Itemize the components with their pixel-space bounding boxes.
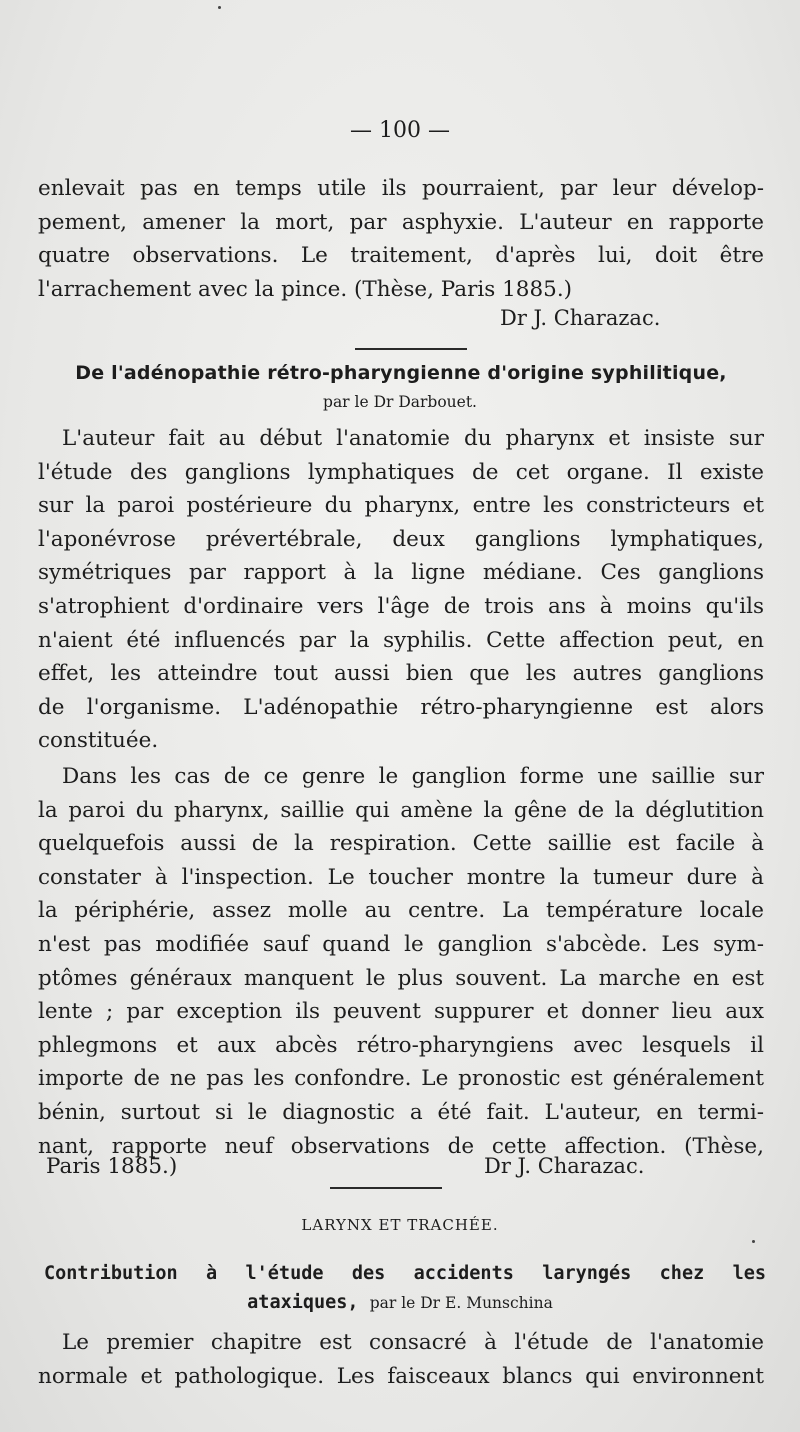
text-line: bénin, surtout si le diagnostic a été fait. L'auteur, en termi-	[38, 1099, 764, 1125]
article-title-continued	[0, 1292, 800, 1313]
article2-paragraph-2	[38, 760, 764, 1163]
article-title-line2: ataxiques,	[247, 1292, 359, 1313]
section-title: LARYNX ET TRACHÉE.	[301, 1216, 499, 1234]
text-line: Le premier chapitre est consacré à l'étude de l'anatomie	[62, 1330, 764, 1355]
article3-text	[38, 1326, 764, 1393]
text-line: effet, les atteindre tout aussi bien que les autres ganglions	[38, 661, 764, 687]
text-line: sur la paroi postérieure du pharynx, entre les constricteurs et	[38, 493, 764, 519]
text-line: symétriques par rapport à la ligne médiane. Ces ganglions	[38, 560, 764, 586]
text-line: n'est pas modifiée sauf quand le ganglion s'abcède. Les sym-	[38, 931, 764, 957]
text-line: quatre observations. Le traitement, d'après lui, doit être	[38, 243, 764, 269]
text-line: L'auteur fait au début l'anatomie du pharynx et insiste sur	[62, 426, 764, 451]
text-line: ptômes généraux manquent le plus souvent. La marche en est	[38, 965, 764, 991]
text-line: de l'organisme. L'adénopathie rétro-pharyngienne est alors	[38, 694, 764, 720]
text-line: Paris 1885.)	[46, 1154, 178, 1179]
text-line: l'étude des ganglions lymphatiques de cet organe. Il existe	[38, 459, 764, 485]
article-byline: par le Dr E. Munschina	[369, 1294, 553, 1312]
text-line: constituée.	[38, 728, 159, 754]
speck	[218, 6, 221, 9]
text-line: la périphérie, assez molle au centre. La température locale	[38, 898, 764, 924]
page-number: — 100 —	[350, 118, 450, 143]
text-line: importe de ne pas les confondre. Le pronostic est généralement	[38, 1066, 764, 1092]
speck	[752, 1240, 755, 1243]
signature: Dr J. Charazac.	[500, 306, 661, 330]
text-line: nant, rapporte neuf observations de cette affection. (Thèse,	[38, 1133, 764, 1159]
text-line: quelquefois aussi de la respiration. Cette saillie est facile à	[38, 831, 764, 857]
signature: Dr J. Charazac.	[484, 1154, 645, 1178]
article-title: Contribution à l'étude des accidents laryngés chez les	[44, 1263, 766, 1284]
text-line: enlevait pas en temps utile ils pourraient, par leur dévelop-	[38, 176, 764, 201]
text-line: lente ; par exception ils peuvent suppurer et donner lieu aux	[38, 999, 764, 1025]
text-line: n'aient été influencés par la syphilis. Cette affection peut, en	[38, 627, 764, 653]
text-line: l'arrachement avec la pince. (Thèse, Paris 1885.)	[38, 276, 573, 302]
article-byline: par le Dr Darbouet.	[323, 393, 477, 411]
article1-text	[38, 172, 764, 306]
text-line: l'aponévrose prévertébrale, deux ganglions lymphatiques,	[38, 526, 764, 552]
article2-paragraph-1	[38, 422, 764, 758]
separator-rule	[355, 348, 467, 350]
article-title: De l'adénopathie rétro-pharyngienne d'origine syphilitique,	[75, 362, 727, 384]
text-line: pement, amener la mort, par asphyxie. L'auteur en rapporte	[38, 209, 764, 235]
text-line: Dans les cas de ce genre le ganglion forme une saillie sur	[62, 764, 764, 789]
text-line: phlegmons et aux abcès rétro-pharyngiens avec lesquels il	[38, 1032, 764, 1058]
text-line: la paroi du pharynx, saillie qui amène la gêne de la déglutition	[38, 797, 764, 823]
text-line: constater à l'inspection. Le toucher montre la tumeur dure à	[38, 864, 764, 890]
text-line: normale et pathologique. Les faisceaux blancs qui environnent	[38, 1363, 764, 1389]
separator-rule	[330, 1187, 442, 1189]
text-line: s'atrophient d'ordinaire vers l'âge de trois ans à moins qu'ils	[38, 593, 764, 619]
